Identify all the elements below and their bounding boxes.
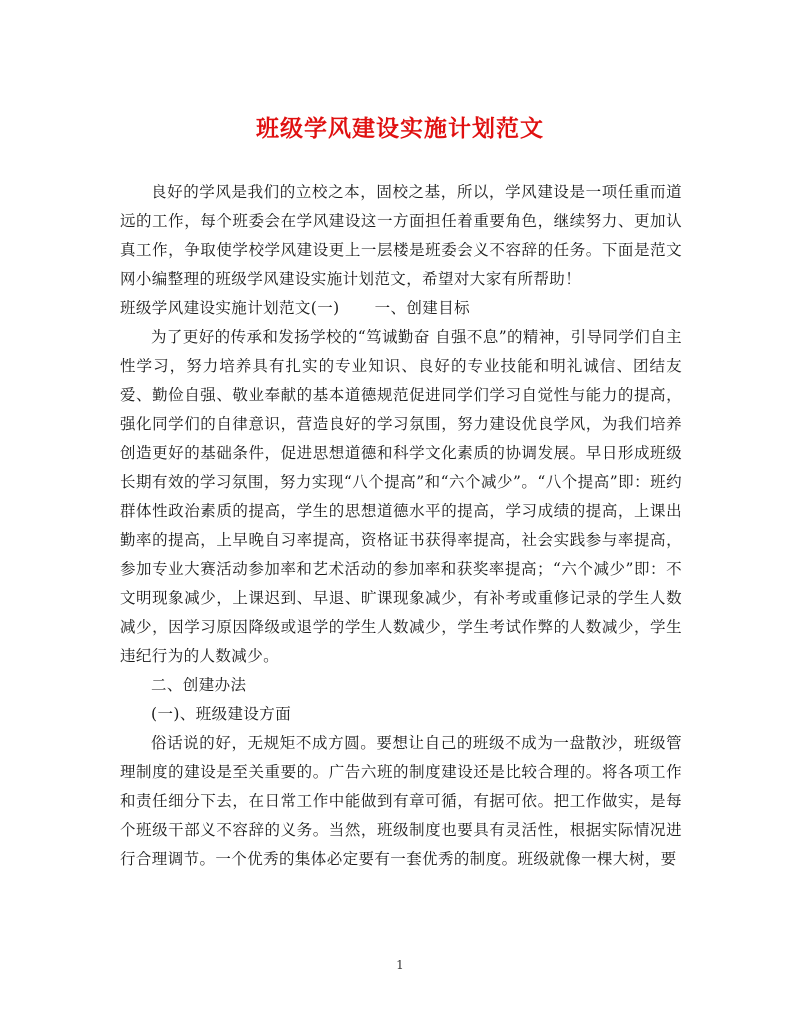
heading-goals: 一、创建目标 bbox=[374, 299, 470, 317]
heading-methods: 二、创建办法 bbox=[151, 676, 247, 694]
page-number: 1 bbox=[396, 958, 404, 972]
heading-class-building: (一)、班级建设方面 bbox=[151, 705, 292, 723]
goals-paragraph: 为了更好的传承和发扬学校的“笃诚勤奋 自强不息”的精神，引导同学们自主性学习，努力培养具有扎实的专业知识、良好的专业技能和明礼诚信、团结友爱、勤俭自强、敬业奉献的基本道德规范促进同学们学习自觉性与能力的提高，强化同学们的自律意识，营造良好的学习氛围，努力建设优良学风，为我们培养创造更好的基础条件，促进思想道德和科学文化素质的协调发展。早日形成班级长期有效的学习氛围，努力实现“八个提高”和“六个减少”。“八个提高”即：班约群体性政治素质的提高，学生的思想道德水平的提高，学习成绩的提高，上课出勤率的提高，上早晚自习率提高，资格证书获得率提高，社会实践参与率提高，参加专业大赛活动参加率和艺术活动的参加率和获奖率提高；“六个减少”即：不文明现象减少，上课迟到、早退、旷课现象减少，有补考或重修记录的学生人数减少，因学习原因降级或退学的学生人数减少，学生考试作弊的人数减少，学生违纪行为的人数减少。 bbox=[120, 328, 682, 665]
intro-paragraph: 良好的学风是我们的立校之本，固校之基，所以，学风建设是一项任重而道远的工作，每个班委会在学风建设这一方面担任着重要角色，继续努力、更加认真工作，争取使学校学风建设更上一层楼是班委会义不容辞的任务。下面是范文网小编整理的班级学风建设实施计划范文，希望对大家有所帮助！ bbox=[120, 183, 682, 288]
class-building-paragraph: 俗话说的好，无规矩不成方圆。要想让自己的班级不成为一盘散沙，班级管理制度的建设是至关重要的。广告六班的制度建设还是比较合理的。将各项工作和责任细分下去，在日常工作中能做到有章可循，有据可依。把工作做实，是每个班级干部义不容辞的义务。当然，班级制度也要具有灵活性，根据实际情况进行合理调节。一个优秀的集体必定要有一套优秀的制度。班级就像一棵大树，要 bbox=[120, 734, 682, 868]
document-body bbox=[120, 178, 682, 874]
section-title: 班级学风建设实施计划范文(一) bbox=[120, 299, 340, 317]
section-heading-row bbox=[120, 294, 470, 323]
page-title: 班级学风建设实施计划范文 bbox=[256, 115, 544, 142]
